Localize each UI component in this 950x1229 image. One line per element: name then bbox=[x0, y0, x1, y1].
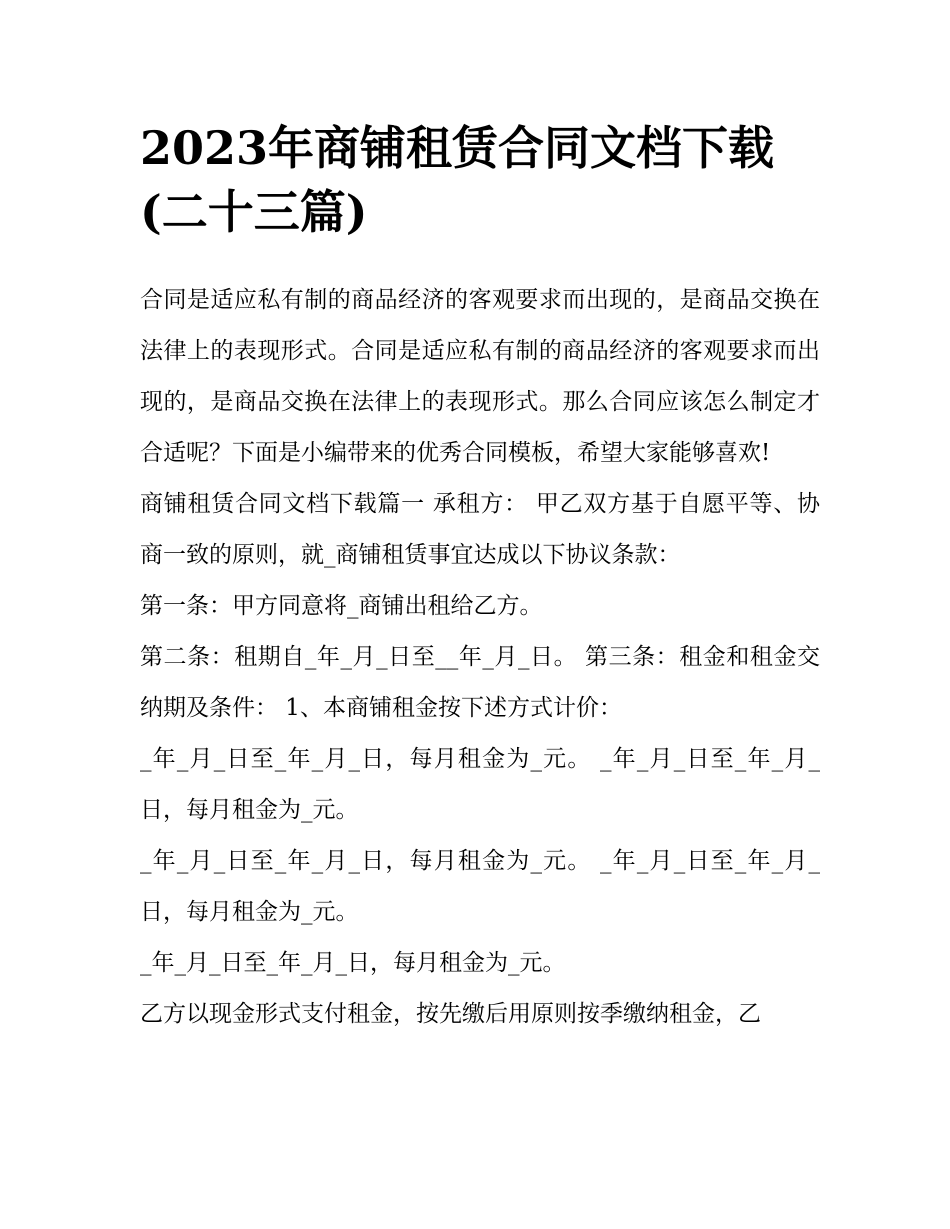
article-two-three-paragraph: 第二条：租期自_年_月_日至__年_月_日。 第三条：租金和租金交纳期及条件： 1、本商铺租金按下述方式计价： bbox=[140, 644, 820, 721]
contract-opening-paragraph: 商铺租赁合同文档下载篇一 承租方： 甲乙双方基于自愿平等、协商一致的原则，就_商铺租赁事宜达成以下协议条款： bbox=[140, 491, 820, 568]
payment-terms-paragraph: 乙方以现金形式支付租金，按先缴后用原则按季缴纳租金，乙 bbox=[140, 1001, 761, 1027]
rent-period-paragraph: _年_月_日至_年_月_日，每月租金为_元。 bbox=[140, 950, 566, 976]
document-title: 2023年商铺租赁合同文档下载(二十三篇) bbox=[140, 121, 775, 239]
intro-paragraph: 合同是适应私有制的商品经济的客观要求而出现的，是商品交换在法律上的表现形式。合同是适应私有制的商品经济的客观要求而出现的，是商品交换在法律上的表现形式。那么合同应该怎么制定才合适呢？下面是小编带来的优秀合同模板，希望大家能够喜欢! bbox=[140, 287, 820, 466]
rent-period-paragraph: _年_月_日至_年_月_日，每月租金为_元。 _年_月_日至_年_月_日，每月租金为_元。 bbox=[140, 848, 820, 925]
document-body bbox=[140, 275, 820, 1040]
article-one-paragraph: 第一条：甲方同意将_商铺出租给乙方。 bbox=[140, 593, 543, 619]
rent-period-paragraph: _年_月_日至_年_月_日，每月租金为_元。 _年_月_日至_年_月_日，每月租金为_元。 bbox=[140, 746, 820, 823]
